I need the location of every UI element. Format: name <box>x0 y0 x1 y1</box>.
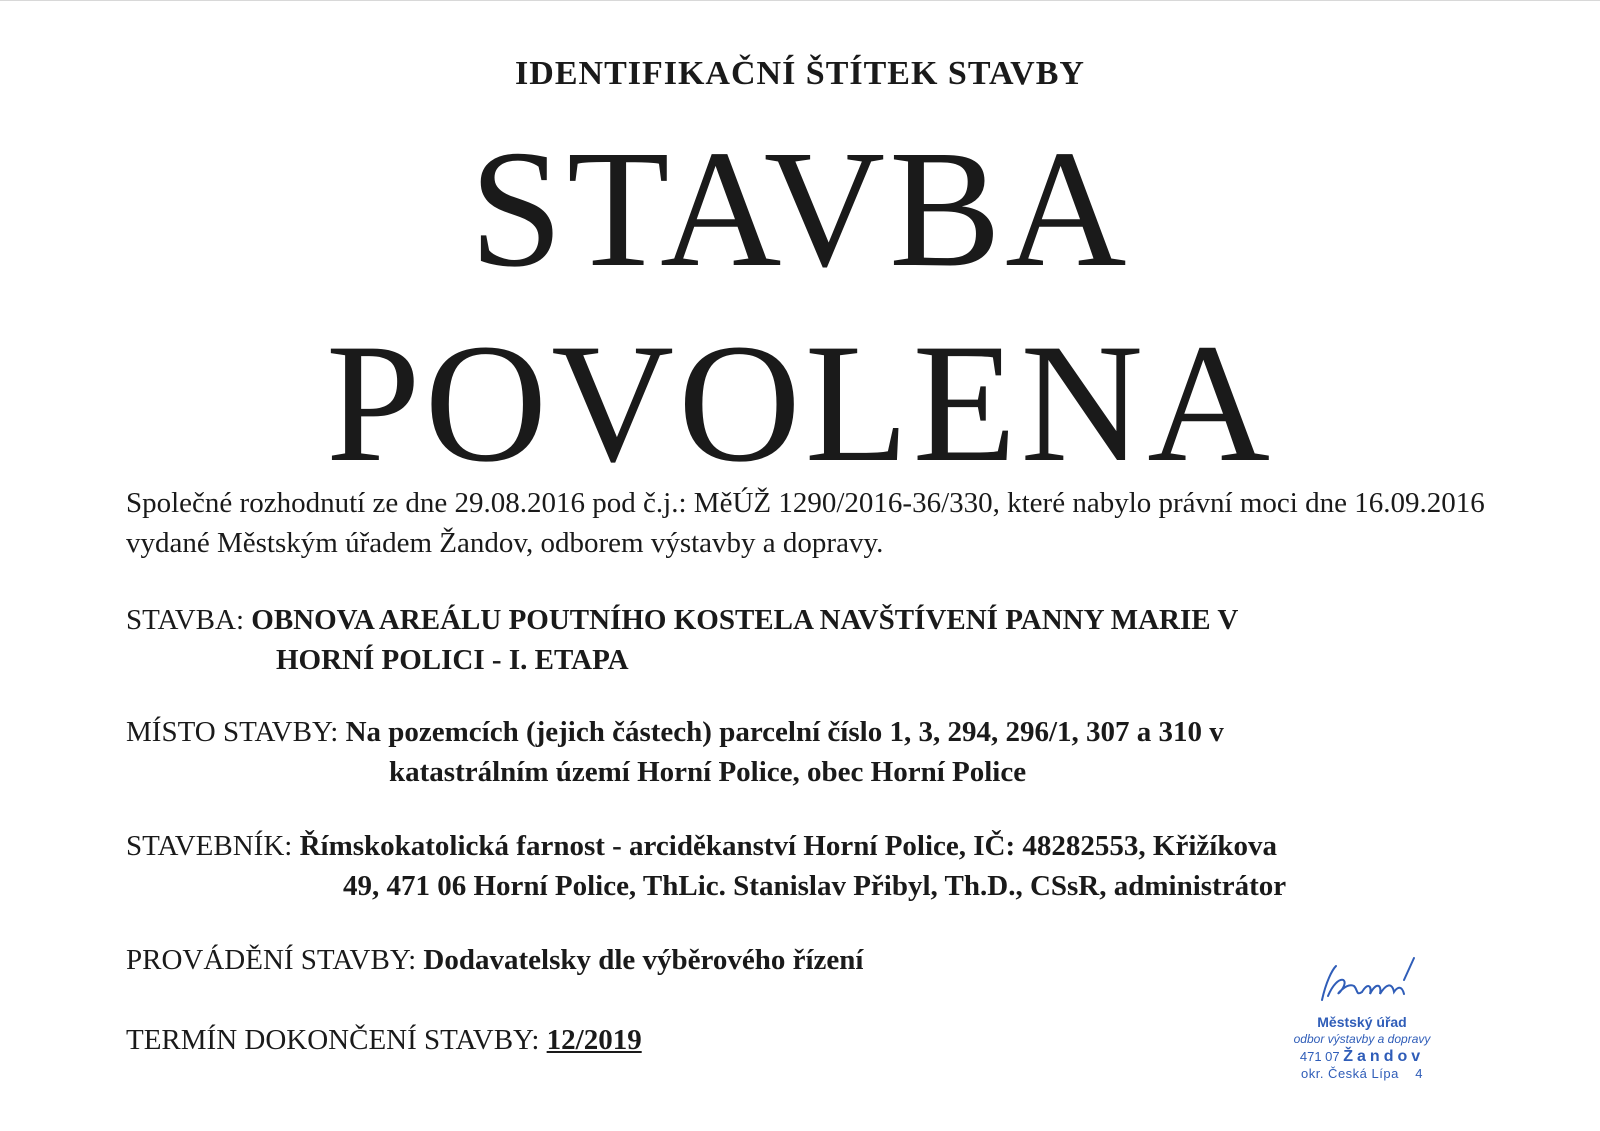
signature-icon <box>1292 952 1432 1012</box>
field-stavebnik <box>126 826 1286 906</box>
headline-line-1: STAVBA <box>469 116 1131 302</box>
field-stavba-value-line1: OBNOVA AREÁLU POUTNÍHO KOSTELA NAVŠTÍVENÍ PANNY MARIE V <box>251 604 1239 636</box>
stamp-address <box>1262 1048 1462 1065</box>
stamp-postal-code: 471 07 <box>1299 1049 1340 1064</box>
field-stavba <box>126 600 1238 680</box>
document-header-title: IDENTIFIKAČNÍ ŠTÍTEK STAVBY <box>515 55 1085 92</box>
field-provadeni-label: PROVÁDĚNÍ STAVBY: <box>126 944 417 976</box>
stamp-number: 4 <box>1415 1066 1423 1081</box>
field-stavebnik-label: STAVEBNÍK: <box>126 830 293 862</box>
field-stavba-value-line2: HORNÍ POLICI - I. ETAPA <box>276 644 629 676</box>
stamp-office: Městský úřad <box>1317 1014 1407 1030</box>
field-termin-value: 12/2019 <box>546 1024 642 1056</box>
field-misto-label: MÍSTO STAVBY: <box>126 716 339 748</box>
headline-line-2: POVOLENA <box>325 309 1275 497</box>
field-misto-value-line1: Na pozemcích (jejich částech) parcelní číslo 1, 3, 294, 296/1, 307 a 310 v <box>345 716 1224 748</box>
decision-paragraph: Společné rozhodnutí ze dne 29.08.2016 pod č.j.: MěÚŽ 1290/2016-36/330, které nabylo právní moci dne 16.09.2016 vydané Městským úřadem Žandov, odborem výstavby a dopravy. <box>126 487 1485 559</box>
stamp-district-text: okr. Česká Lípa <box>1300 1066 1399 1081</box>
stamp-department: odbor výstavby a dopravy <box>1293 1032 1431 1046</box>
field-misto-value-line2: katastrálním území Horní Police, obec Horní Police <box>389 756 1027 788</box>
field-termin-dokonceni <box>126 1020 642 1060</box>
field-provadeni-stavby <box>126 940 864 980</box>
field-provadeni-value: Dodavatelsky dle výběrového řízení <box>423 944 864 976</box>
field-stavebnik-value-line1: Římskokatolická farnost - arciděkanství Horní Police, IČ: 48282553, Křižíkova <box>299 830 1277 862</box>
field-termin-label: TERMÍN DOKONČENÍ STAVBY: <box>126 1024 540 1056</box>
stamp-district <box>1262 1065 1462 1082</box>
stamp-town: Žandov <box>1343 1048 1425 1065</box>
field-stavba-label: STAVBA: <box>126 604 245 636</box>
field-stavebnik-value-line2: 49, 471 06 Horní Police, ThLic. Stanislav Přibyl, Th.D., CSsR, administrátor <box>343 870 1287 902</box>
official-stamp <box>1262 952 1462 1082</box>
field-misto-stavby <box>126 712 1224 792</box>
